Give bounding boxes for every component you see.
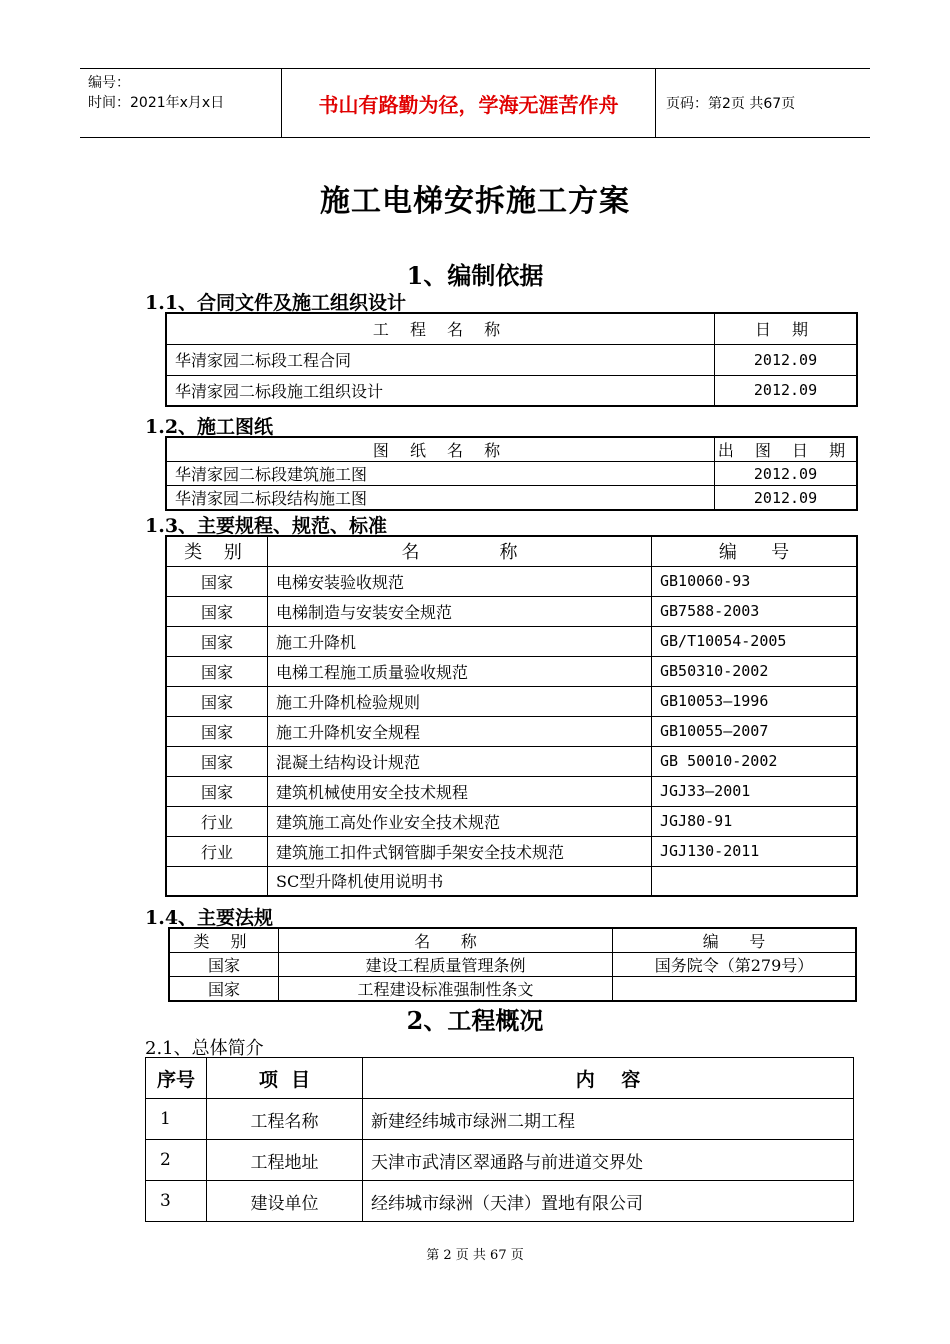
table-row [166, 836, 857, 866]
header-meta [80, 69, 282, 137]
table-cell: 1 [146, 1099, 207, 1140]
table-cell: 3 [146, 1181, 207, 1222]
table-header: 编 号 [718, 542, 790, 564]
table-cell: 国家 [166, 776, 268, 806]
table-cell: 电梯工程施工质量验收规范 [268, 656, 652, 686]
table-cell: 工程建设标准强制性条文 [279, 977, 613, 1002]
table-cell [613, 977, 857, 1002]
document-time-label: 时间：2021年x月x日 [88, 95, 225, 111]
table-cell: 2 [146, 1140, 207, 1181]
table-row [166, 486, 857, 511]
table-cell: JGJ80-91 [652, 806, 858, 836]
table-cell: GB 50010-2002 [652, 746, 858, 776]
drawings-table [165, 436, 858, 511]
table-header: 内 容 [575, 1068, 641, 1091]
table-row [146, 1099, 854, 1140]
regulations-table [168, 927, 857, 1002]
contract-table [165, 312, 858, 407]
table-cell: GB10055—2007 [652, 716, 858, 746]
table-row [166, 656, 857, 686]
table-cell: SC型升降机使用说明书 [268, 866, 652, 896]
table-header: 序号 [156, 1068, 195, 1091]
table-row [166, 806, 857, 836]
table-cell: 国家 [166, 716, 268, 746]
section1-2-heading: 1.2、施工图纸 [145, 416, 274, 438]
table-cell: GB10053—1996 [652, 686, 858, 716]
standards-table [165, 535, 858, 897]
table-row [146, 1140, 854, 1181]
table-cell: 华清家园二标段工程合同 [166, 344, 715, 375]
table-cell: 建筑施工扣件式钢管脚手架安全技术规范 [268, 836, 652, 866]
table-cell: 国家 [166, 596, 268, 626]
table-row [166, 716, 857, 746]
table-cell: 电梯安装验收规范 [268, 566, 652, 596]
table-cell: 建筑施工高处作业安全技术规范 [268, 806, 652, 836]
page-footer: 第 2 页 共 67 页 [426, 1248, 524, 1263]
header-motto: 书山有路勤为径，学海无涯苦作舟 [282, 69, 656, 137]
table-row [169, 953, 856, 977]
table-cell: 国家 [166, 746, 268, 776]
page-header [80, 68, 870, 138]
document-number-label: 编号： [88, 75, 130, 91]
table-cell: 2012.09 [715, 344, 858, 375]
table-cell: 工程名称 [207, 1099, 363, 1140]
section1-3-heading: 1.3、主要规程、规范、标准 [145, 515, 388, 537]
section2-heading: 2、工程概况 [406, 1006, 544, 1035]
table-header: 项 目 [258, 1068, 311, 1091]
table-header: 图 纸 名 称 [372, 441, 509, 460]
table-row [166, 686, 857, 716]
table-header: 出 图 日 期 [717, 441, 854, 460]
table-cell: 新建经纬城市绿洲二期工程 [363, 1099, 854, 1140]
table-header: 名 称 [414, 932, 477, 951]
table-cell: 国务院令（第279号） [613, 953, 857, 977]
table-row [166, 626, 857, 656]
header-page-info: 页码：第2页 共67页 [666, 96, 796, 112]
table-cell: 国家 [166, 656, 268, 686]
table-cell: 天津市武清区翠通路与前进道交界处 [363, 1140, 854, 1181]
table-cell: GB50310-2002 [652, 656, 858, 686]
table-cell: JGJ33—2001 [652, 776, 858, 806]
table-cell: 2012.09 [715, 375, 858, 406]
table-cell: 华清家园二标段结构施工图 [166, 486, 715, 511]
table-row [146, 1181, 854, 1222]
table-cell: 施工升降机 [268, 626, 652, 656]
table-row [169, 977, 856, 1002]
table-row [166, 776, 857, 806]
document-title: 施工电梯安拆施工方案 [320, 184, 630, 219]
table-cell: 华清家园二标段建筑施工图 [166, 462, 715, 486]
table-cell: 行业 [166, 806, 268, 836]
section1-1-heading: 1.1、合同文件及施工组织设计 [145, 292, 407, 314]
table-cell [652, 866, 858, 896]
table-cell: 华清家园二标段施工组织设计 [166, 375, 715, 406]
table-cell: 国家 [166, 566, 268, 596]
table-row [166, 746, 857, 776]
table-cell: 国家 [166, 686, 268, 716]
table-cell: GB7588-2003 [652, 596, 858, 626]
table-cell: 施工升降机检验规则 [268, 686, 652, 716]
table-cell: 国家 [166, 626, 268, 656]
table-row [166, 375, 857, 406]
section1-4-heading: 1.4、主要法规 [145, 907, 274, 929]
table-row [166, 344, 857, 375]
table-cell: 国家 [169, 953, 279, 977]
table-cell [166, 866, 268, 896]
table-cell: 施工升降机安全规程 [268, 716, 652, 746]
section1-heading: 1、编制依据 [406, 261, 544, 290]
table-cell: 国家 [169, 977, 279, 1002]
table-cell: 电梯制造与安装安全规范 [268, 596, 652, 626]
table-header: 编 号 [702, 932, 766, 951]
table-header: 类 别 [184, 542, 250, 564]
table-row [166, 462, 857, 486]
table-header: 类 别 [193, 932, 255, 951]
table-cell: 经纬城市绿洲（天津）置地有限公司 [363, 1181, 854, 1222]
table-cell: 建筑机械使用安全技术规程 [268, 776, 652, 806]
table-header: 名 称 [401, 542, 518, 564]
table-row [166, 596, 857, 626]
table-cell: 建设工程质量管理条例 [279, 953, 613, 977]
table-cell: GB10060-93 [652, 566, 858, 596]
table-row [166, 866, 857, 896]
section2-1-heading: 2.1、总体简介 [145, 1038, 264, 1059]
overview-table [145, 1057, 854, 1222]
table-cell: 工程地址 [207, 1140, 363, 1181]
table-cell: GB/T10054-2005 [652, 626, 858, 656]
table-row [166, 566, 857, 596]
table-cell: JGJ130-2011 [652, 836, 858, 866]
table-cell: 混凝土结构设计规范 [268, 746, 652, 776]
table-cell: 建设单位 [207, 1181, 363, 1222]
table-header: 工 程 名 称 [372, 320, 509, 340]
table-cell: 2012.09 [715, 486, 858, 511]
table-header: 日 期 [754, 320, 817, 340]
table-cell: 行业 [166, 836, 268, 866]
table-cell: 2012.09 [715, 462, 858, 486]
